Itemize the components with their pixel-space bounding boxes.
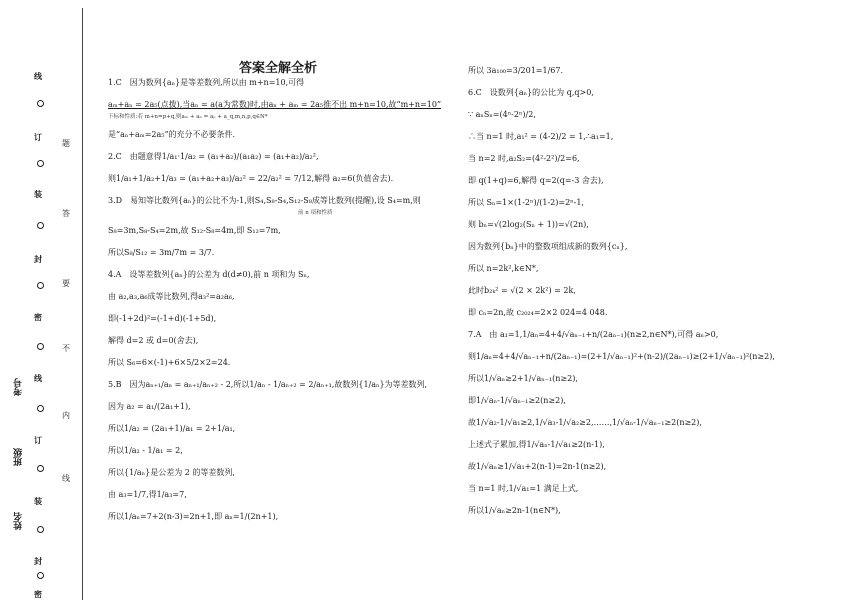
answer-line: 2.C 由题意得1/a₁·1/a₂ = (a₁+a₂)/(a₁a₂) = (a₁+a₂)/a₂²,	[108, 152, 319, 161]
binding-hole	[37, 160, 44, 167]
answer-line: 6.C 设数列{aₙ}的公比为 q,q>0,	[468, 88, 594, 97]
answer-line: 3.D 易知等比数列{aₙ}的公比不为-1,则S₄,S₈-S₄,S₁₂-S₈成等比数列(提醒),设 S₄=m,则	[108, 196, 421, 205]
answer-line: 此时b₂ₖ² = √(2 × 2k²) = 2k,	[468, 286, 576, 295]
field-class: 班级	[14, 448, 24, 466]
answer-line: 所以 n=2k²,k∈N*,	[468, 264, 539, 273]
binding-hole	[37, 405, 44, 412]
answer-line: 则 bₙ=√(2log₂(Sₙ + 1))=√(2n),	[468, 220, 589, 229]
answer-line: 是“aₙ+aₘ=2a₅”的充分不必要条件.	[108, 130, 236, 139]
binding-mark: 封	[34, 254, 42, 264]
answer-line: 由 a₃=1/7,得1/a₃=7,	[108, 490, 187, 499]
answer-line: 故1/√a₂-1/√a₁≥2,1/√a₃-1/√a₂≥2,……,1/√aₙ-1/√aₙ₋₁≥2(n≥2),	[468, 418, 702, 427]
left-column	[108, 61, 448, 534]
page-title: 答案全解全析	[238, 61, 317, 76]
answer-line: 所以S₈/S₁₂ = 3m/7m = 3/7.	[108, 248, 215, 257]
binding-mark: 装	[34, 496, 42, 506]
answer-line: 7.A 由 a₁=1,1/aₙ=4+4/√aₙ₋₁+n/(2aₙ₋₁)(n≥2,n∈N*),可得 aₙ>0,	[468, 330, 719, 339]
binding-mark: 订	[34, 132, 42, 142]
answer-line: 即 cₙ=2n,故 c₂₀₂₄=2×2 024=4 048.	[468, 308, 608, 317]
binding-hole	[37, 572, 44, 579]
answer-line: 则1/aₙ=4+4/√aₙ₋₁+n/(2aₙ₋₁)=(2+1/√aₙ₋₁)²+(n-2)/(2aₙ₋₁)≥(2+1/√aₙ₋₁)²(n≥2),	[468, 352, 775, 361]
answer-line: 所以1/a₂ - 1/a₁ = 2,	[108, 446, 183, 455]
binding-hole	[37, 100, 44, 107]
answer-line: 即(-1+2d)²=(-1+d)(-1+5d),	[108, 314, 217, 323]
binding-mark: 密	[34, 589, 42, 599]
answer-line: 当 n=1 时,1/√a₁=1 满足上式,	[468, 484, 579, 493]
binding-divider-line	[82, 8, 83, 600]
answer-line: 因为数列{bₙ}中的整数项组成新的数列{cₙ},	[468, 242, 628, 251]
answer-line: aₘ+aₙ = 2a₅(点拨),当aₙ = a(a为常数)时,由aₙ + aₘ = 2a₅推不出 m+n=10,故“m+n=10”	[108, 100, 442, 109]
inner-warning-char: 要	[62, 279, 70, 288]
inner-warning-char: 答	[62, 209, 70, 218]
inner-warning-char: 题	[62, 139, 70, 148]
answer-line: 所以 3a₁₀₀=3/201=1/67.	[468, 66, 563, 75]
answer-line: ∴当 n=1 时,a₁² = (4-2)/2 = 1,∴a₁=1,	[468, 132, 614, 141]
binding-margin	[0, 0, 84, 608]
answer-line: 所以1/a₂ = (2a₁+1)/a₁ = 2+1/a₁,	[108, 424, 236, 433]
binding-hole	[37, 526, 44, 533]
inner-warning-char: 线	[62, 474, 70, 483]
field-exam-number: 考号	[14, 378, 24, 396]
binding-mark: 密	[34, 312, 42, 322]
answer-line: 所以{1/aₙ}是公差为 2 的等差数列,	[108, 468, 235, 477]
binding-mark: 线	[34, 71, 42, 81]
annotation-note: 前 n 项和性质	[298, 210, 333, 216]
answer-line: 所以1/aₙ=7+2(n-3)=2n+1,即 aₙ=1/(2n+1),	[108, 512, 279, 521]
answer-line: 所以 Sₙ=1×(1-2ⁿ)/(1-2)=2ⁿ-1,	[468, 198, 584, 207]
annotation-note: 下标和性质:若 m+n=p+q,则aₘ + aₙ = aₚ + a_q,m,n,p,q∈N*	[108, 114, 268, 120]
binding-mark: 装	[34, 189, 42, 199]
answer-line: 则1/a₁+1/a₂+1/a₃ = (a₁+a₂+a₃)/a₂² = 22/a₂² = 7/12,解得 a₂=6(负值舍去).	[108, 174, 394, 183]
answer-line: 所以1/√aₙ≥2n-1(n∈N*),	[468, 506, 561, 515]
answer-line: 因为 a₂ = a₁/(2a₁+1),	[108, 402, 191, 411]
answer-line: 解得 d=2 或 d=0(舍去),	[108, 336, 199, 345]
answer-line: 所以1/√aₙ≥2+1/√aₙ₋₁(n≥2),	[468, 374, 578, 383]
binding-mark: 订	[34, 435, 42, 445]
field-name: 姓名	[14, 512, 24, 530]
binding-mark: 封	[34, 556, 42, 566]
binding-mark: 线	[34, 373, 42, 383]
answer-line: 上述式子累加,得1/√aₙ-1/√a₁≥2(n-1),	[468, 440, 605, 449]
answer-line: 由 a₂,a₃,a₆成等比数列,得a₃²=a₂a₆,	[108, 292, 235, 301]
answer-line: 当 n=2 时,a₂S₂=(4²-2²)/2=6,	[468, 154, 580, 163]
inner-warning-char: 不	[62, 344, 70, 353]
binding-hole	[37, 343, 44, 350]
inner-warning-char: 内	[62, 411, 70, 420]
answer-line: 4.A 设等差数列{aₙ}的公差为 d(d≠0),前 n 项和为 Sₙ,	[108, 270, 310, 279]
answer-line: ∵ aₙSₙ=(4ⁿ-2ⁿ)/2,	[468, 110, 536, 119]
right-column	[468, 66, 838, 528]
answer-line: 所以 S₆=6×(-1)+6×5/2×2=24.	[108, 358, 231, 367]
binding-hole	[37, 282, 44, 289]
answer-line: 即 q(1+q)=6,解得 q=2(q=-3 舍去),	[468, 176, 604, 185]
binding-hole	[37, 465, 44, 472]
binding-hole	[37, 222, 44, 229]
answer-line: 5.B 因为aₙ₊₁/aₙ = aₙ₊₁/aₙ₊₂ - 2,所以1/aₙ - 1/aₙ₊₂ = 2/aₙ₊₁,故数列{1/aₙ}为等差数列,	[108, 380, 428, 389]
answer-line: 故1/√aₙ≥1/√a₁+2(n-1)=2n-1(n≥2),	[468, 462, 607, 471]
answer-line: S₈=3m,S₈-S₄=2m,故 S₁₂-S₈=4m,即 S₁₂=7m,	[108, 226, 281, 235]
answer-line: 即1/√aₙ-1/√aₙ₋₁≥2(n≥2),	[468, 396, 566, 405]
answer-line: 1.C 因为数列{aₙ}是等差数列,所以由 m+n=10,可得	[108, 78, 305, 87]
